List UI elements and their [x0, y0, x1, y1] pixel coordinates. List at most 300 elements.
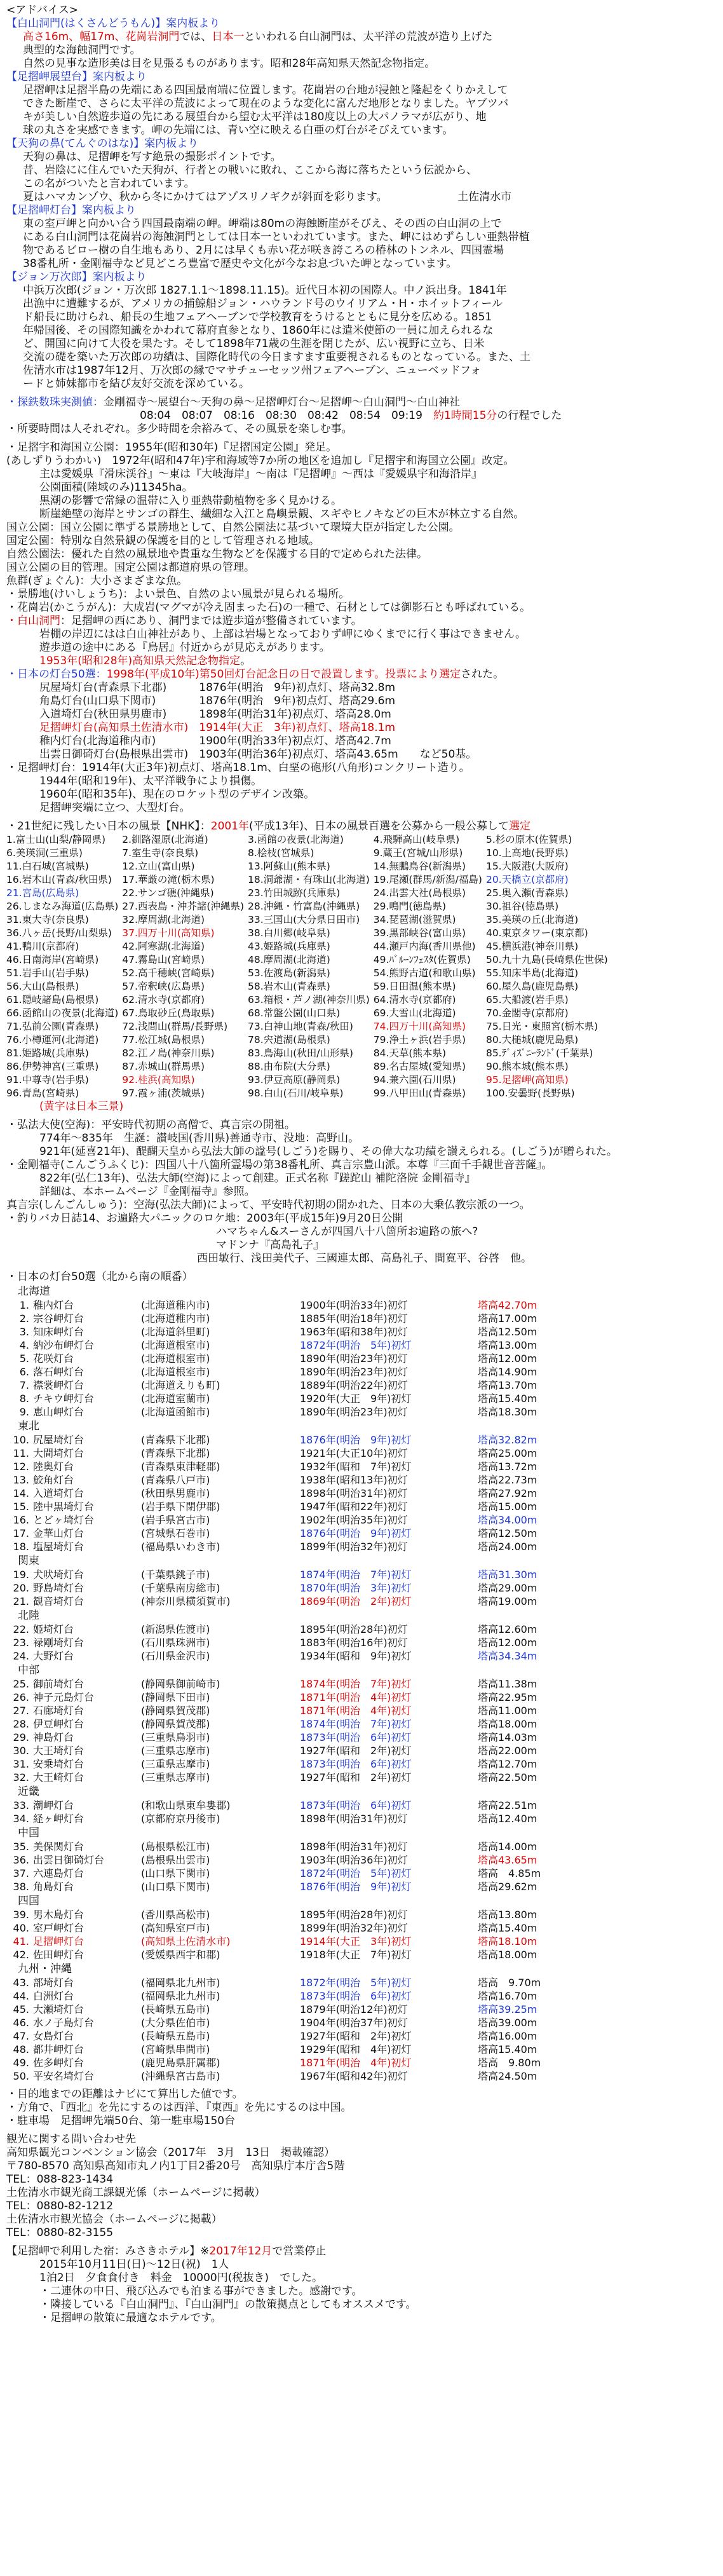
hundred-cell: 2.釧路湿原(北海道) — [122, 834, 208, 845]
lh-name: 六連島灯台 — [33, 1867, 84, 1879]
kobo-line: ・釣りバカ日誌14、お遍路大パニックのロケ地：2003年(平成15年)9月20日公開 — [6, 1212, 403, 1225]
lh-no: 23. — [13, 1637, 29, 1649]
lh-name: 佐田岬灯台 — [33, 1949, 84, 1961]
note-line: ・方角で、『西北』を先にするのは西洋、『東西』を先にするのは中国。 — [6, 2101, 352, 2114]
lh-year: 1900年(明治33年)初灯 — [300, 1299, 408, 1311]
hundred-cell: 3.函館の夜景(北海道) — [248, 834, 344, 845]
hakusan-nihonichi: 日本一 — [212, 31, 245, 43]
hundred-row — [6, 993, 612, 1007]
lh-loc: (静岡県御前崎市) — [141, 1678, 220, 1690]
lh-row — [6, 1649, 537, 1663]
hundred-intro: ・21世紀に残したい日本の風景【NHK】：2001年(平成13年)、日本の風景百選を公募から一般公募して選定 — [6, 820, 530, 833]
hundred-cell: 36.八ヶ岳(長野/山梨県) — [6, 927, 112, 939]
manjiro-line: ど、開国に向けて大役を果たす。そして1898年71歳の生涯を閉じたが、広い視野に立ち、日米 — [23, 337, 485, 350]
lh-row — [6, 1339, 537, 1352]
lh-region-heading: 東北 — [18, 1420, 39, 1433]
lh-year: 1899年(明治32年)初灯 — [300, 1541, 408, 1553]
hundred-cell: 89.名古屋城(愛知県) — [373, 1061, 466, 1072]
hundred-cell: 61.隠岐諸島(島根県) — [6, 994, 99, 1005]
lh-year: 1883年(明治16年)初灯 — [300, 1637, 408, 1649]
hundred-cell: 63.箱根・芦ノ湖(神奈川県) — [248, 994, 370, 1005]
lh-list — [6, 1285, 712, 2083]
lh-no: 32. — [13, 1771, 29, 1783]
lh-loc: (宮崎県串間市) — [141, 2043, 210, 2055]
lh-loc: (山口県下関市) — [141, 1867, 210, 1879]
lh-year: 1890年(明治23年)初灯 — [300, 1366, 408, 1378]
lh-row — [6, 1487, 537, 1500]
history-line: ・花崗岩(かこうがん)：大成岩(マグマが冷え固まった石)の一種で、石材としては御影石とも呼ばれている。 — [6, 601, 531, 614]
lh-loc: (北海道根室市) — [141, 1353, 210, 1365]
hundred-cell: 41.鴨川(京都府) — [6, 941, 79, 952]
lh-h: 塔高12.40m — [478, 1813, 537, 1825]
lh-year: 1873年(明治 6年)初灯 — [300, 1758, 412, 1770]
lh-name: 陸中黒埼灯台 — [33, 1501, 95, 1513]
hundred-cell: 59.日田温(熊本県) — [373, 981, 456, 992]
hundred-cell: 24.出雲大社(島根県) — [373, 887, 466, 899]
hundred-cell: 91.中尊寺(岩手県) — [6, 1074, 89, 1086]
lh-no: 3. — [19, 1326, 29, 1338]
lh-name: 知床岬灯台 — [33, 1326, 84, 1338]
lh-row — [6, 1771, 537, 1784]
lh-no: 30. — [13, 1745, 29, 1757]
lh-name: 鮫角灯台 — [33, 1474, 74, 1486]
lh-no: 24. — [13, 1650, 29, 1662]
hundred-row — [6, 953, 612, 967]
lh-no: 10. — [13, 1434, 29, 1446]
note-line: ・駐車場 足摺岬先端50台、第一駐車場150台 — [6, 2115, 236, 2127]
lh-row — [6, 1623, 537, 1636]
lh-region-heading: 関東 — [18, 1555, 39, 1567]
lh-h: 塔高14.00m — [478, 1841, 537, 1853]
hundred-cell: 19.尾瀬(群馬/新潟/福島) — [373, 874, 482, 885]
ashizuri-lh-line: 1960年(昭和35年)、現在のロケット型のデザイン改築。 — [39, 788, 315, 801]
hundred-row — [6, 1073, 612, 1087]
hundred-cell: 78.宍道湖(島根県) — [248, 1034, 330, 1046]
hundred-cell: 14.無鵬鳥谷(新潟県) — [373, 861, 466, 872]
hundred-cell: 93.伊豆高原(静岡県) — [248, 1074, 341, 1086]
lh-loc: (新潟県佐渡市) — [141, 1623, 210, 1635]
lh-year: 1890年(明治23年)初灯 — [300, 1406, 408, 1418]
hakusan-line-1: 高さ16m、幅17m、花崗岩洞門では、日本一といわれる白山洞門は、太平洋の荒波が造り上げた — [23, 31, 493, 43]
lh-name: 大瀬埼灯台 — [33, 2003, 84, 2015]
lh-loc: (高知県室戸市) — [141, 1922, 210, 1934]
lh-row — [6, 1379, 537, 1392]
lh-region-table — [6, 1840, 541, 1893]
lh-loc: (京都府京丹後市) — [141, 1813, 220, 1825]
lh-loc: (高知県土佐清水市) — [141, 1935, 231, 1947]
lh-h: 塔高22.95m — [478, 1691, 537, 1703]
hundred-row — [6, 1020, 612, 1033]
lh-name: 観音埼灯台 — [33, 1595, 84, 1607]
lh-region-table — [6, 1623, 537, 1663]
lh-name: 平安名埼灯台 — [33, 2070, 95, 2082]
kobo-line: 西田敏行、浅田美代子、三國連太郎、高島礼子、間寛平、谷啓 他。 — [197, 1252, 532, 1265]
tengu-line-4: 夏はハマカンゾウ、秋から冬にかけてはアゾスリノギクが斜面を彩ります。 土佐清水市 — [23, 191, 512, 203]
lh-year: 1876年(明治 9年)初灯 — [300, 1881, 412, 1893]
hundred-cell: 81.姫路城(兵庫県) — [6, 1047, 89, 1059]
hundred-cell: 12.立山(富山県) — [122, 861, 195, 872]
lh-no: 28. — [13, 1718, 29, 1730]
lh-year: 1895年(明治28年)初灯 — [300, 1623, 408, 1635]
lh-h: 塔高22.50m — [478, 1771, 537, 1783]
lh-name: 潮岬灯台 — [33, 1799, 74, 1811]
lh-h: 塔高22.73m — [478, 1474, 537, 1486]
lh-name: 恵山岬灯台 — [33, 1406, 84, 1418]
hundred-row — [6, 940, 612, 953]
lh-region-heading: 九州・沖縄 — [18, 1963, 72, 1975]
history-line: 主は愛媛県『滑床渓谷』〜東は『大岐海岸』〜南は『足摺岬』〜西は『愛媛県宇和海沿岸』 — [39, 468, 482, 480]
hundred-cell: 67.鳥取砂丘(鳥取県) — [122, 1007, 215, 1019]
lh-no: 20. — [13, 1582, 29, 1594]
lh-name: 尻屋埼灯台 — [33, 1434, 84, 1446]
note-line: ・目的地までの距離はナビにて算出した値です。 — [6, 2088, 243, 2101]
hundred-cell: 98.白山(石川/岐阜県) — [248, 1087, 344, 1099]
manjiro-line: 佐清水市は1987年12月、万次郎の縁でマサチューセッツ州フェアヘーブン、ニューベッドフォ — [23, 364, 482, 377]
lh-h: 塔高12.60m — [478, 1623, 537, 1635]
lh-no: 21. — [13, 1595, 29, 1607]
lh-h: 塔高 9.80m — [478, 2057, 541, 2069]
lh-name: 出雲日御碕灯台 — [33, 1854, 105, 1866]
hundred-cell: 79.浄土ヶ浜(岩手県) — [373, 1034, 466, 1046]
hundred-cell: 15.大阪港(大阪府) — [485, 861, 569, 872]
hotel-line: 1泊2日 夕食食付き 料金 10000円(税抜き) でした。 — [39, 2272, 323, 2284]
lh-year: 1874年(明治 7年)初灯 — [300, 1678, 412, 1690]
hundred-cell: 66.函館山の夜景(北海道) — [6, 1007, 119, 1019]
hundred-cell: 96.青島(宮崎県) — [6, 1087, 79, 1099]
history-line: (あしずりうわかい) 1972年(昭和47年)宇和海域等7か所の地区を追加し『足摺宇和海国立公園』改定。 — [6, 454, 515, 467]
hundred-cell: 29.鳴門(徳島県) — [373, 901, 446, 912]
lh-h: 塔高14.03m — [478, 1731, 537, 1743]
lh-h: 塔高13.70m — [478, 1379, 537, 1391]
lh-year: 1914年(大正 3年)初灯 — [300, 1935, 412, 1947]
lh-loc: (山口県下関市) — [141, 1881, 210, 1893]
lh-year: 1873年(明治 6年)初灯 — [300, 1990, 412, 2002]
lh-loc: (北海道室蘭市) — [141, 1393, 210, 1405]
hundred-cell: 65.大船渡(岩手県) — [485, 994, 569, 1005]
lh-no: 27. — [13, 1705, 29, 1717]
lh-loc: (北海道根室市) — [141, 1366, 210, 1378]
hundred-cell: 13.阿蘇山(熊本県) — [248, 861, 330, 872]
lh-row — [6, 1540, 537, 1553]
kobo-line: マドンナ『高島礼子』 — [216, 1239, 324, 1251]
lh-no: 42. — [13, 1949, 29, 1961]
hundred-cell: 50.九十九島(長崎県佐世保) — [485, 954, 608, 965]
lh-region-heading: 中国 — [18, 1827, 39, 1839]
hundred-cell: 23.竹田城跡(兵庫県) — [248, 887, 341, 899]
lh-loc: (福岡県北九州市) — [141, 1977, 220, 1989]
observatory-line: 球の丸さを実感できます。岬の先端には、青い空に映える白亜の灯台がそびえています。 — [23, 124, 454, 137]
lh-year: 1870年(明治 3年)初灯 — [300, 1582, 412, 1594]
lh-year: 1872年(明治 5年)初灯 — [300, 1339, 412, 1351]
lh-row — [6, 1908, 537, 1921]
lh-loc: (愛媛県西宇和郡) — [141, 1949, 220, 1961]
lh-loc: (三重県志摩市) — [141, 1771, 210, 1783]
hundred-cell: 69.大雪山(北海道) — [373, 1007, 456, 1019]
hundred-cell: 47.霧島山(宮崎県) — [122, 954, 205, 965]
lh-year: 1895年(明治28年)初灯 — [300, 1909, 408, 1921]
lh-loc: (静岡県賀茂郡) — [141, 1705, 210, 1717]
lh-year: 1947年(昭和22年)初灯 — [300, 1501, 408, 1513]
lh-name: 角島灯台 — [33, 1881, 74, 1893]
lh-name: 室戸岬灯台 — [33, 1922, 84, 1934]
lh-year: 1874年(明治 7年)初灯 — [300, 1718, 412, 1730]
route-label: ・探鉄数珠実測値： — [6, 396, 104, 409]
kobo-line: 詳細は、本ホームページ『金剛福寺』参照。 — [39, 1185, 255, 1198]
hotel-title: 【足摺岬で利用した宿：みさきホテル】※2017年12月で営業停止 — [6, 2245, 327, 2258]
lh-row — [6, 2069, 541, 2083]
hundred-row — [6, 900, 612, 913]
lh-no: 26. — [13, 1691, 29, 1703]
lh-name: 禄剛埼灯台 — [33, 1637, 84, 1649]
lh-h: 塔高25.00m — [478, 1447, 537, 1459]
lh-h: 塔高12.50m — [478, 1527, 537, 1539]
lh-year: 1898年(明治31年)初灯 — [300, 1841, 408, 1853]
hundred-cell: 54.熊野古道(和歌山県) — [373, 967, 476, 979]
hundred-cell: 4.飛騨高山(岐阜県) — [373, 834, 460, 845]
lh-loc: (三重県鳥羽市) — [141, 1731, 210, 1743]
lh-h: 塔高22.00m — [478, 1745, 537, 1757]
lh-no: 48. — [13, 2043, 29, 2055]
hundred-cell: 25.奥入瀬(青森県) — [485, 887, 569, 899]
lighthouse50-item: 角島灯台(山口県下関市) 1876年(明治 9年)初点灯、塔高29.6m — [39, 695, 396, 707]
lh-year: 1885年(明治18年)初灯 — [300, 1312, 408, 1325]
kobo-line: 921年(延喜21年)、醍醐天皇から弘法大師の諡号(しごう)を賜り、その偉大な功績を讃えられる。(しごう)が贈られた。 — [39, 1145, 618, 1158]
lh-h: 塔高11.00m — [478, 1705, 537, 1717]
lh-h: 塔高29.00m — [478, 1582, 537, 1594]
lh-h: 塔高17.00m — [478, 1312, 537, 1325]
lh-row — [6, 1976, 541, 1989]
lh-loc: (千葉県南房総市) — [141, 1582, 220, 1594]
lh-row — [6, 1447, 537, 1460]
hundred-cell: 73.白神山地(青森/秋田) — [248, 1021, 353, 1032]
lh-row — [6, 2056, 541, 2069]
lh-name: 安乗埼灯台 — [33, 1758, 84, 1770]
lh-row — [6, 2043, 541, 2056]
lh-loc: (福島県いわき市) — [141, 1541, 220, 1553]
history-line: 国定公園：特別な自然景観の保護を目的として管理される地域。 — [6, 535, 320, 547]
lh-region-heading: 北海道 — [18, 1285, 50, 1298]
hundred-cell: 97.霞ヶ浦(茨城県) — [122, 1087, 205, 1099]
lh-loc: (石川県珠洲市) — [141, 1637, 210, 1649]
hundred-table — [6, 833, 612, 1100]
lighthouse-board-line: 東の室戸岬と向かい合う四国最南端の岬。岬端は80mの海蝕断崖がそびえ、その西の白山洞の上で — [23, 217, 502, 230]
hundred-cell: 33.三国山(大分県日田市) — [248, 914, 360, 925]
lh-region-heading: 中部 — [18, 1664, 39, 1677]
route-note: ・所要時間は人それぞれ。多少時間を余裕みて、その風景を楽しむ事。 — [6, 423, 353, 435]
hundred-cell: 56.大山(島根県) — [6, 981, 79, 992]
hundred-cell: 30.祖谷(徳島県) — [485, 901, 559, 912]
history-line: 魚群(ぎょぐん)：大小さまざまな魚。 — [6, 575, 188, 587]
lh-name: 襟裳岬灯台 — [33, 1379, 84, 1391]
lh-row — [6, 1325, 537, 1339]
hundred-cell: 60.屋久島(鹿児島県) — [485, 981, 579, 992]
hundred-row — [6, 967, 612, 980]
lh-h: 塔高19.00m — [478, 1595, 537, 1607]
kobo-line: ハマちゃん&スーさんが四国八十八箇所お遍路の旅へ? — [216, 1225, 478, 1238]
hundred-row — [6, 873, 612, 887]
hundred-cell: 6.美瑛洞(三重県) — [6, 847, 83, 859]
hundred-cell: 64.清水寺(京都府) — [373, 994, 456, 1005]
lh-no: 31. — [13, 1758, 29, 1770]
hundred-row — [6, 1087, 612, 1100]
lh-row — [6, 1595, 537, 1608]
hundred-cell: 83.鳥海山(秋田/山形県) — [248, 1047, 353, 1059]
lh-row — [6, 1500, 537, 1513]
ashizuri-lh-line: ・足摺岬灯台：1914年(大正3年)初点灯、塔高18.1m、白堊の砲形(八角形)コンクリート造り。 — [6, 761, 470, 774]
lh-region-heading: 四国 — [18, 1895, 39, 1907]
lh-h: 塔高22.51m — [478, 1799, 537, 1811]
lh-year: 1873年(明治 6年)初灯 — [300, 1799, 412, 1811]
lh-row — [6, 1812, 537, 1825]
hotel-line: 2015年10月11日(日)〜12日(祝) 1人 — [39, 2258, 229, 2271]
lh-loc: (静岡県賀茂郡) — [141, 1718, 210, 1730]
lh-no: 46. — [13, 2017, 29, 2029]
history-line: 黒潮の影響で常緑の温帯に入り亜熱帯動植物を多く見かける。 — [39, 494, 342, 507]
lh-year: 1904年(明治37年)初灯 — [300, 2017, 408, 2029]
lh-h: 塔高14.90m — [478, 1366, 537, 1378]
manjiro-line: 交流の礎を築いた万次郎の功績は、国際化時代の今日ますます重要視されるものとなっている。また、土 — [23, 351, 530, 364]
lighthouse50-intro: ・日本の灯台50選：1998年(平成10年)第50回灯台記念日の日で設置します。投票により選定された。 — [6, 668, 504, 681]
lh-region-table — [6, 1799, 537, 1825]
lh-loc: (福岡県北九州市) — [141, 1990, 220, 2002]
lh-row — [6, 1568, 537, 1581]
lh-name: 姫埼灯台 — [33, 1623, 74, 1635]
history-line: 断崖絶壁の海岸とサンゴの群生、繊細な入江と島嶼景観、スギやヒノキなどの巨木が林立する自然。 — [39, 508, 525, 521]
lh-name: 金華山灯台 — [33, 1527, 84, 1539]
lh-loc: (沖縄県宮古島市) — [141, 2070, 220, 2082]
lh-no: 11. — [13, 1447, 29, 1459]
manjiro-line: 出漁中に遭難するが、アメリカの捕鯨船ジョン・ハウランド号のウイリアム・H・ホイットフィール — [23, 297, 503, 310]
lighthouse-board-line: 物であるビロー樹の自生地もあり、2月には早くも赤い花が咲き誇ころの椿林のトンネル、四国霊場 — [23, 244, 504, 257]
hundred-cell: 35.美瑛の丘(北海道) — [485, 914, 579, 925]
lh-loc: (北海道根室市) — [141, 1339, 210, 1351]
lh-loc: (和歌山県東牟婁郡) — [141, 1799, 231, 1811]
lh-year: 1873年(明治 6年)初灯 — [300, 1731, 412, 1743]
sources-line: 〒780-8570 高知県高知市丸ノ内1丁目2番20号 高知県庁本庁舎5階 — [6, 2160, 345, 2172]
lh-loc: (北海道稚内市) — [141, 1299, 210, 1311]
history-line: ・景勝地(けいしょうち)：よい景色、自然のよい風景が見られる場所。 — [6, 588, 350, 601]
hundred-row — [6, 927, 612, 940]
kobo-line: 真言宗(しんごんしゅう)：空海(弘法大師)によって、平安時代初期の開かれた、日本の大乗仏教宗派の一つ。 — [6, 1199, 530, 1211]
lh-loc: (宮城県石巻市) — [141, 1527, 210, 1539]
lh-name: 都井岬灯台 — [33, 2043, 84, 2055]
kobo-line: ・金剛福寺(こんごうふくじ)：四国八十八箇所霊場の第38番札所、真言宗豊山派。本尊『三面千手観世音菩薩』。 — [6, 1159, 553, 1171]
observatory-line: キが美しい自然遊歩道の先にある展望台から望む太平洋は180度以上の大パノラマが広がり、地 — [23, 111, 487, 123]
lh-h: 塔高43.65m — [478, 1854, 537, 1866]
lh-row — [6, 1677, 537, 1691]
lh-year: 1920年(大正 9年)初灯 — [300, 1393, 412, 1405]
lh-no: 16. — [13, 1514, 29, 1526]
lh-no: 6. — [19, 1366, 29, 1378]
lh-row — [6, 1581, 537, 1595]
lh-year: 1889年(明治22年)初灯 — [300, 1379, 408, 1391]
hundred-cell: 42.阿寒湖(北海道) — [122, 941, 205, 952]
lh-no: 39. — [13, 1909, 29, 1921]
observatory-line: 足摺岬は足摺半島の先端にある四国最南端に位置します。花崗岩の台地が浸蝕と隆起をくりかえして — [23, 84, 508, 97]
lh-no: 8. — [19, 1393, 29, 1405]
lh-name: 大野灯台 — [33, 1650, 74, 1662]
ashizuri-lh-line: 足摺岬突端に立つ、大型灯台。 — [39, 801, 191, 814]
hundred-cell: 99.八甲田山(青森県) — [373, 1087, 466, 1099]
history-line: 国立公園：国立公園に準ずる景勝地として、自然公園法に基づいて環境大臣が指定した公園。 — [6, 521, 460, 534]
manjiro-line: 中浜万次郎(ジョン・万次郎 1827.1.1〜1898.11.15)。近代日本初の国際人。中ノ浜出身。1841年 — [23, 284, 507, 297]
lh-loc: (青森県下北郡) — [141, 1434, 210, 1446]
sources-tel: TEL：0880-82-3155 — [6, 2226, 114, 2239]
lighthouse50-item: 入道埼灯台(秋田県男鹿市) 1898年(明治31年)初点灯、塔高28.0m — [39, 708, 391, 721]
sources-line: 高知県観光コンベンション協会（2017年 3月 13日 掲載確認） — [6, 2146, 335, 2159]
manjiro-line: 年帰国後、その国際知識をかわれて幕府直参となり、1860年には遣米使節の一員に加えられるな — [23, 324, 494, 337]
lh-loc: (島根県出雲市) — [141, 1854, 210, 1866]
lh-row — [6, 1312, 537, 1325]
lh-year: 1934年(昭和 9年)初灯 — [300, 1650, 412, 1662]
lh-h: 塔高18.00m — [478, 1949, 537, 1961]
lh-row — [6, 1799, 537, 1812]
lh-h: 塔高11.38m — [478, 1678, 537, 1690]
hundred-cell: 53.佐渡島(新潟県) — [248, 967, 330, 979]
lh-row — [6, 1948, 537, 1961]
lh-name: 部埼灯台 — [33, 1977, 74, 1989]
lighthouse-board-line: にある白山洞門は花崗岩の海蝕洞門としては日本一といわれています。また、岬にはめずらしい亜熱帯植 — [23, 231, 530, 243]
lh-h: 塔高31.30m — [478, 1569, 537, 1581]
lh-name: 水ノ子島灯台 — [33, 2017, 95, 2029]
lh-row — [6, 1460, 537, 1473]
hundred-cell: 16.岩木山(青森/秋田県) — [6, 874, 112, 885]
hundred-row — [6, 913, 612, 927]
lh-name: 経ヶ岬灯台 — [33, 1813, 84, 1825]
observatory-line: できた断崖で、さらに太平洋の荒波によって現在のような変化に富んだ地形となりました。ヤブツバ — [23, 97, 509, 110]
lh-h: 塔高13.72m — [478, 1461, 537, 1473]
hundred-cell: 88.由布院(大分県) — [248, 1061, 330, 1072]
hundred-cell: 45.横浜港(神奈川県) — [485, 941, 579, 952]
lh-name: 女島灯台 — [33, 2030, 74, 2042]
lh-h: 塔高42.70m — [478, 1299, 537, 1311]
hundred-cell: 7.室生寺(奈良県) — [122, 847, 199, 859]
lh-h: 塔高15.40m — [478, 1922, 537, 1934]
lh-no: 45. — [13, 2003, 29, 2015]
lh-h: 塔高39.00m — [478, 2017, 537, 2029]
manjiro-title: 【ジョン万次郎】案内板より — [6, 271, 147, 283]
lh-row — [6, 2029, 541, 2043]
hundred-cell: 72.浅間山(群馬/長野県) — [122, 1021, 228, 1032]
lh-name: 大王埼灯台 — [33, 1745, 84, 1757]
lh-row — [6, 1757, 537, 1771]
lh-no: 12. — [13, 1461, 29, 1473]
lh-no: 22. — [13, 1623, 29, 1635]
lh-no: 50. — [13, 2070, 29, 2082]
hotel-line: ・足摺岬の散策に最適なホテルです。 — [39, 2312, 222, 2324]
lh-no: 4. — [19, 1339, 29, 1351]
lh-no: 13. — [13, 1474, 29, 1486]
history-line: 公園面積(陸域のみ)11345ha。 — [39, 481, 193, 494]
lh-year: 1899年(明治32年)初灯 — [300, 1922, 408, 1934]
lh-h: 塔高18.00m — [478, 1718, 537, 1730]
lh-row — [6, 1513, 537, 1527]
hundred-cell: 90.熊本城(熊本県) — [485, 1061, 569, 1072]
hundred-cell: 95.足摺岬(高知県) — [485, 1074, 569, 1086]
hundred-cell: 18.洞爺湖・有珠山(北海道) — [248, 874, 370, 885]
sources-line: 土佐清水市観光協会（ホームページに掲載） — [6, 2213, 222, 2226]
lh-year: 1876年(明治 9年)初灯 — [300, 1434, 412, 1446]
lh-row — [6, 1352, 537, 1365]
lh-no: 25. — [13, 1678, 29, 1690]
lh-loc: (青森県下北郡) — [141, 1447, 210, 1459]
hundred-cell: 58.岩木山(青森県) — [248, 981, 330, 992]
hundred-row — [6, 860, 612, 873]
lh-name: 落石岬灯台 — [33, 1366, 84, 1378]
lh-h: 塔高12.70m — [478, 1758, 537, 1770]
hundred-row — [6, 847, 612, 860]
hakusan-size: 高さ16m、幅17m、花崗岩洞門 — [23, 31, 180, 43]
